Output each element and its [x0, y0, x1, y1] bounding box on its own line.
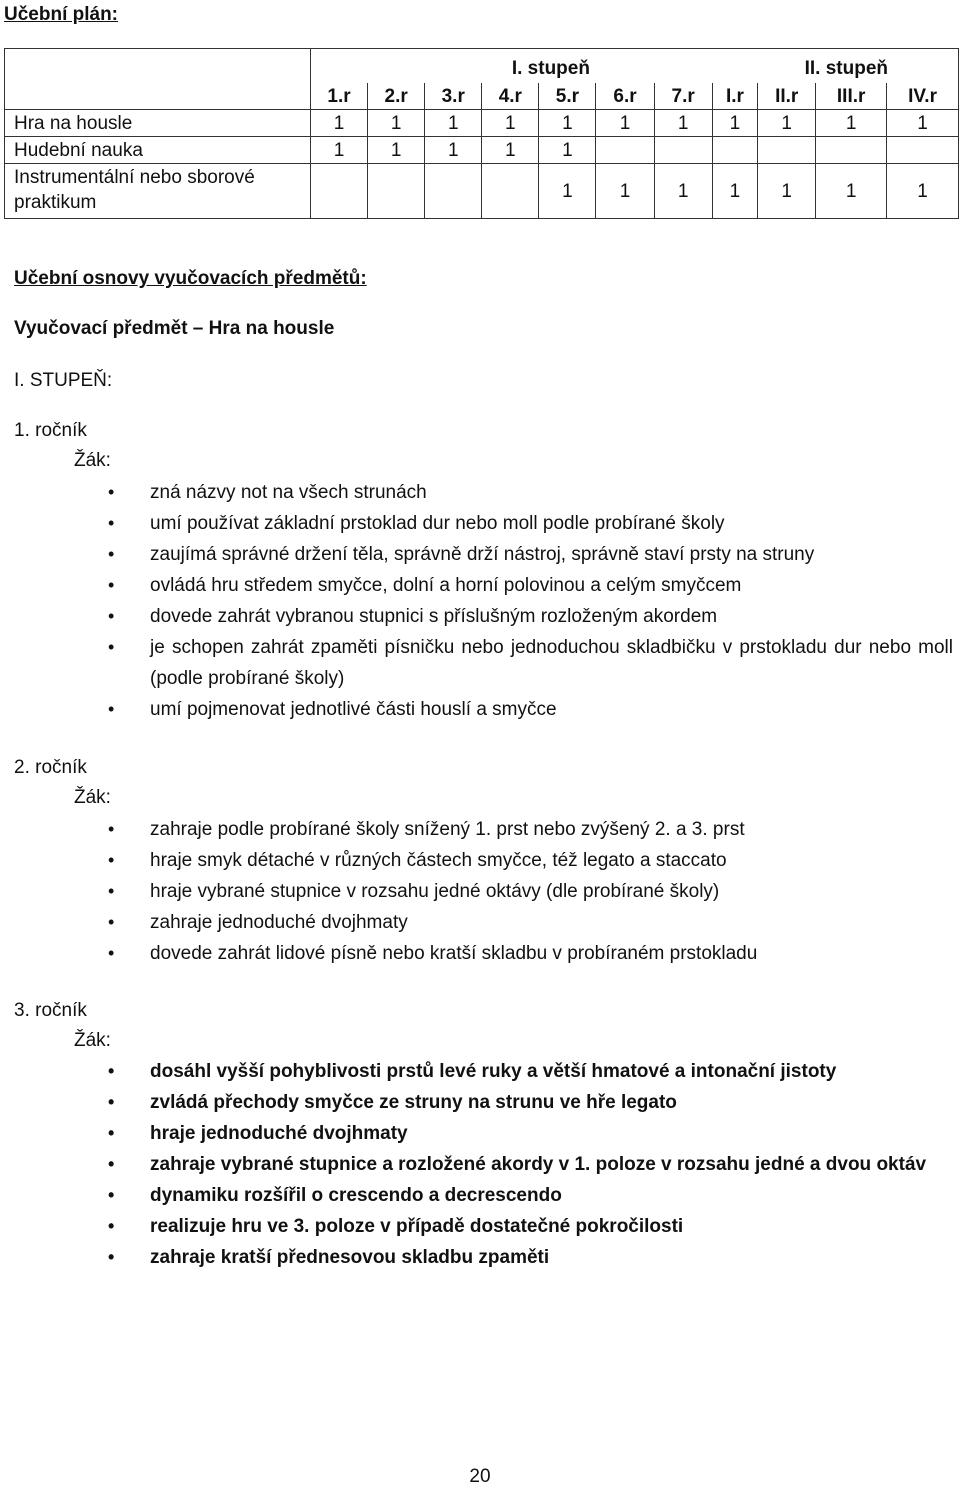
list-item: • je schopen zahrát zpaměti písničku nebo jednoduchou skladbičku v prstokladu dur nebo moll (podle probírané školy): [108, 632, 953, 694]
hours-cell: [654, 137, 712, 164]
list-item: • zahraje kratší přednesovou skladbu zpaměti: [108, 1242, 953, 1273]
table-corner: [5, 49, 311, 110]
hours-cell: 1: [654, 164, 712, 219]
year-cell: 6.r: [596, 83, 654, 110]
year-cell: 1.r: [311, 83, 368, 110]
zak-label: Žák:: [74, 1030, 111, 1051]
zak-label: Žák:: [74, 450, 111, 471]
list-item: • dynamiku rozšířil o crescendo a decrescendo: [108, 1180, 953, 1211]
hours-cell: [596, 137, 654, 164]
hours-cell: 1: [654, 110, 712, 137]
hours-cell: [425, 164, 482, 219]
list-item: • zahraje jednoduché dvojhmaty: [108, 907, 757, 938]
hours-cell: [758, 137, 816, 164]
hours-cell: 1: [712, 110, 757, 137]
hours-cell: [712, 137, 757, 164]
year-cell: 7.r: [654, 83, 712, 110]
list-item: • hraje vybrané stupnice v rozsahu jedné oktávy (dle probírané školy): [108, 876, 757, 907]
stupen-label: I. STUPEŇ:: [14, 370, 113, 391]
hours-cell: 1: [539, 110, 596, 137]
hours-cell: 1: [311, 110, 368, 137]
hours-cell: [816, 137, 887, 164]
hours-cell: [482, 164, 539, 219]
year-title: 1. ročník: [14, 420, 87, 441]
hours-cell: [887, 137, 959, 164]
table-row: [5, 110, 959, 137]
hours-cell: 1: [596, 164, 654, 219]
subject-name: Instrumentální nebo sborové praktikum: [5, 164, 311, 219]
hours-cell: 1: [887, 110, 959, 137]
hours-cell: 1: [596, 110, 654, 137]
stage1-header: I. stupeň: [311, 49, 596, 84]
year-cell: 3.r: [425, 83, 482, 110]
hours-cell: 1: [368, 110, 425, 137]
heading-osnovy: Učební osnovy vyučovacích předmětů:: [14, 268, 367, 289]
hours-cell: 1: [425, 110, 482, 137]
hours-cell: 1: [368, 137, 425, 164]
list-item: • zvládá přechody smyčce ze struny na strunu ve hře legato: [108, 1087, 953, 1118]
hours-cell: 1: [311, 137, 368, 164]
page-number: 20: [469, 1466, 491, 1487]
subject-name: Hra na housle: [5, 110, 311, 137]
list-item: • umí pojmenovat jednotlivé části houslí a smyčce: [108, 694, 953, 725]
stage2-header: II. stupeň: [596, 49, 959, 84]
year-cell: IV.r: [887, 83, 959, 110]
hours-cell: 1: [816, 164, 887, 219]
list-item: • ovládá hru středem smyčce, dolní a horní polovinou a celým smyčcem: [108, 570, 953, 601]
hours-cell: 1: [758, 164, 816, 219]
hours-cell: 1: [482, 110, 539, 137]
list-item: • zahraje podle probírané školy snížený 1. prst nebo zvýšený 2. a 3. prst: [108, 814, 757, 845]
year-cell: 5.r: [539, 83, 596, 110]
hours-cell: 1: [887, 164, 959, 219]
list-item: • hraje jednoduché dvojhmaty: [108, 1118, 953, 1149]
zak-label: Žák:: [74, 787, 111, 808]
list-item: • dovede zahrát lidové písně nebo kratší skladbu v probíraném prstokladu: [108, 938, 757, 969]
list-item: • zaujímá správné držení těla, správně drží nástroj, správně staví prsty na struny: [108, 539, 953, 570]
table-row: [5, 164, 959, 219]
list-item: • zahraje vybrané stupnice a rozložené akordy v 1. poloze v rozsahu jedné a dvou oktáv: [108, 1149, 953, 1180]
hours-cell: 1: [425, 137, 482, 164]
curriculum-table: [4, 48, 959, 219]
year-cell: 2.r: [368, 83, 425, 110]
year1-list: [108, 477, 953, 725]
hours-cell: 1: [539, 137, 596, 164]
list-item: • zná názvy not na všech strunách: [108, 477, 953, 508]
year3-list: [108, 1056, 953, 1273]
subject-name: Hudební nauka: [5, 137, 311, 164]
hours-cell: 1: [539, 164, 596, 219]
subject-title: Vyučovací předmět – Hra na housle: [14, 318, 335, 339]
hours-cell: 1: [758, 110, 816, 137]
year-cell: I.r: [712, 83, 757, 110]
year-cell: 4.r: [482, 83, 539, 110]
hours-cell: 1: [816, 110, 887, 137]
heading-plan: Učební plán:: [4, 4, 119, 25]
hours-cell: [368, 164, 425, 219]
year-cell: III.r: [816, 83, 887, 110]
list-item: • dovede zahrát vybranou stupnici s příslušným rozloženým akordem: [108, 601, 953, 632]
list-item: • hraje smyk détaché v různých částech smyčce, též legato a staccato: [108, 845, 757, 876]
hours-cell: [311, 164, 368, 219]
list-item: • umí používat základní prstoklad dur nebo moll podle probírané školy: [108, 508, 953, 539]
list-item: • realizuje hru ve 3. poloze v případě dostatečné pokročilosti: [108, 1211, 953, 1242]
hours-cell: 1: [712, 164, 757, 219]
table-row: [5, 137, 959, 164]
year-cell: II.r: [758, 83, 816, 110]
year-title: 3. ročník: [14, 1000, 87, 1021]
list-item: • dosáhl vyšší pohyblivosti prstů levé ruky a větší hmatové a intonační jistoty: [108, 1056, 953, 1087]
hours-cell: 1: [482, 137, 539, 164]
year2-list: [108, 814, 757, 969]
year-title: 2. ročník: [14, 757, 87, 778]
